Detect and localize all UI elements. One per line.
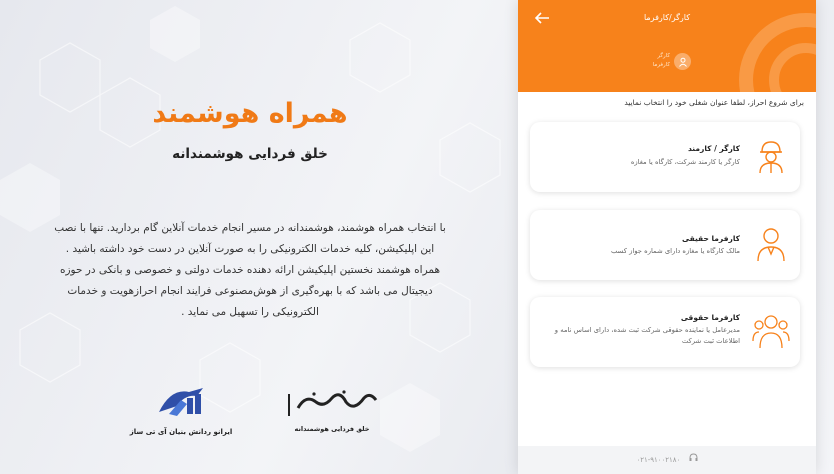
card-legal-employer[interactable] — [530, 297, 800, 367]
paragraph-line: این اپلیکیشن، کلیه خدمات الکترونیکی را به صورت آنلاین در دست خود داشته باشید . — [65, 243, 435, 255]
hamrah-logo — [282, 386, 382, 433]
itsaz-caption: ایرانو ردانش بنیان آی تی ساز — [129, 428, 233, 436]
itsaz-logo — [116, 382, 246, 436]
businessman-icon — [752, 224, 790, 262]
card-title: کارگر / کارمند — [687, 144, 740, 153]
card-title: کارفرما حقوقی — [680, 313, 740, 322]
hero-subtitle: خلق فردایی هوشمندانه — [172, 146, 328, 162]
business-group-icon — [752, 311, 790, 349]
app-header — [518, 0, 816, 92]
headset-icon — [689, 446, 698, 474]
paragraph-line: الکترونیکی را تسهیل می نماید . — [181, 306, 319, 318]
marketing-panel — [30, 0, 470, 474]
hamrah-caption: خلق فردایی هوشمندانه — [294, 425, 370, 433]
phone-app-panel — [518, 0, 816, 474]
header-decoration — [726, 10, 816, 92]
hamrah-logo-mark — [284, 386, 380, 420]
paragraph-line: با انتخاب همراه هوشمند، هوشمندانه در مسیر انجام خدمات آنلاین گام بردارید. تنها با نصب — [54, 222, 446, 234]
worker-helmet-icon — [752, 136, 790, 174]
support-phone: ۰۲۱-۹۱۰۰۲۱۸۰ — [636, 456, 681, 464]
user-icon — [674, 53, 691, 70]
hero-title: همراه هوشمند — [152, 98, 348, 129]
support-footer[interactable] — [518, 446, 816, 474]
paragraph-line: دیجیتال می باشد که با بهره‌گیری از هوش‌مصنوعی فرایند انجام احرازهویت و خدمات — [67, 285, 433, 297]
current-role-indicator — [640, 51, 694, 73]
card-real-employer[interactable] — [530, 210, 800, 280]
header-title: کارگر/کارفرما — [643, 13, 691, 22]
card-description: کارگر یا کارمند شرکت، کارگاه یا مغازه — [630, 158, 740, 166]
role-label-worker: کارگر — [657, 53, 670, 59]
card-worker[interactable] — [530, 122, 800, 192]
hero-paragraph — [30, 218, 470, 323]
paragraph-line: همراه هوشمند نخستین اپلیکیشن ارائه دهنده خدمات دولتی و خصوصی و بانکی در حوزه — [59, 264, 440, 276]
card-description: مدیرعامل یا نماینده حقوقی شرکت ثبت شده، دارای اساس نامه و اطلاعات ثبت شرکت — [554, 326, 740, 345]
itsaz-logo-mark — [151, 382, 211, 422]
card-title: کارفرما حقیقی — [682, 234, 740, 243]
instruction-text: برای شروع احراز، لطفا عنوان شغلی خود را انتخاب نمایید — [624, 98, 804, 107]
role-label-employer: کارفرما — [652, 62, 670, 68]
card-description: مالک کارگاه یا مغازه دارای شماره جواز کسب — [610, 247, 740, 255]
